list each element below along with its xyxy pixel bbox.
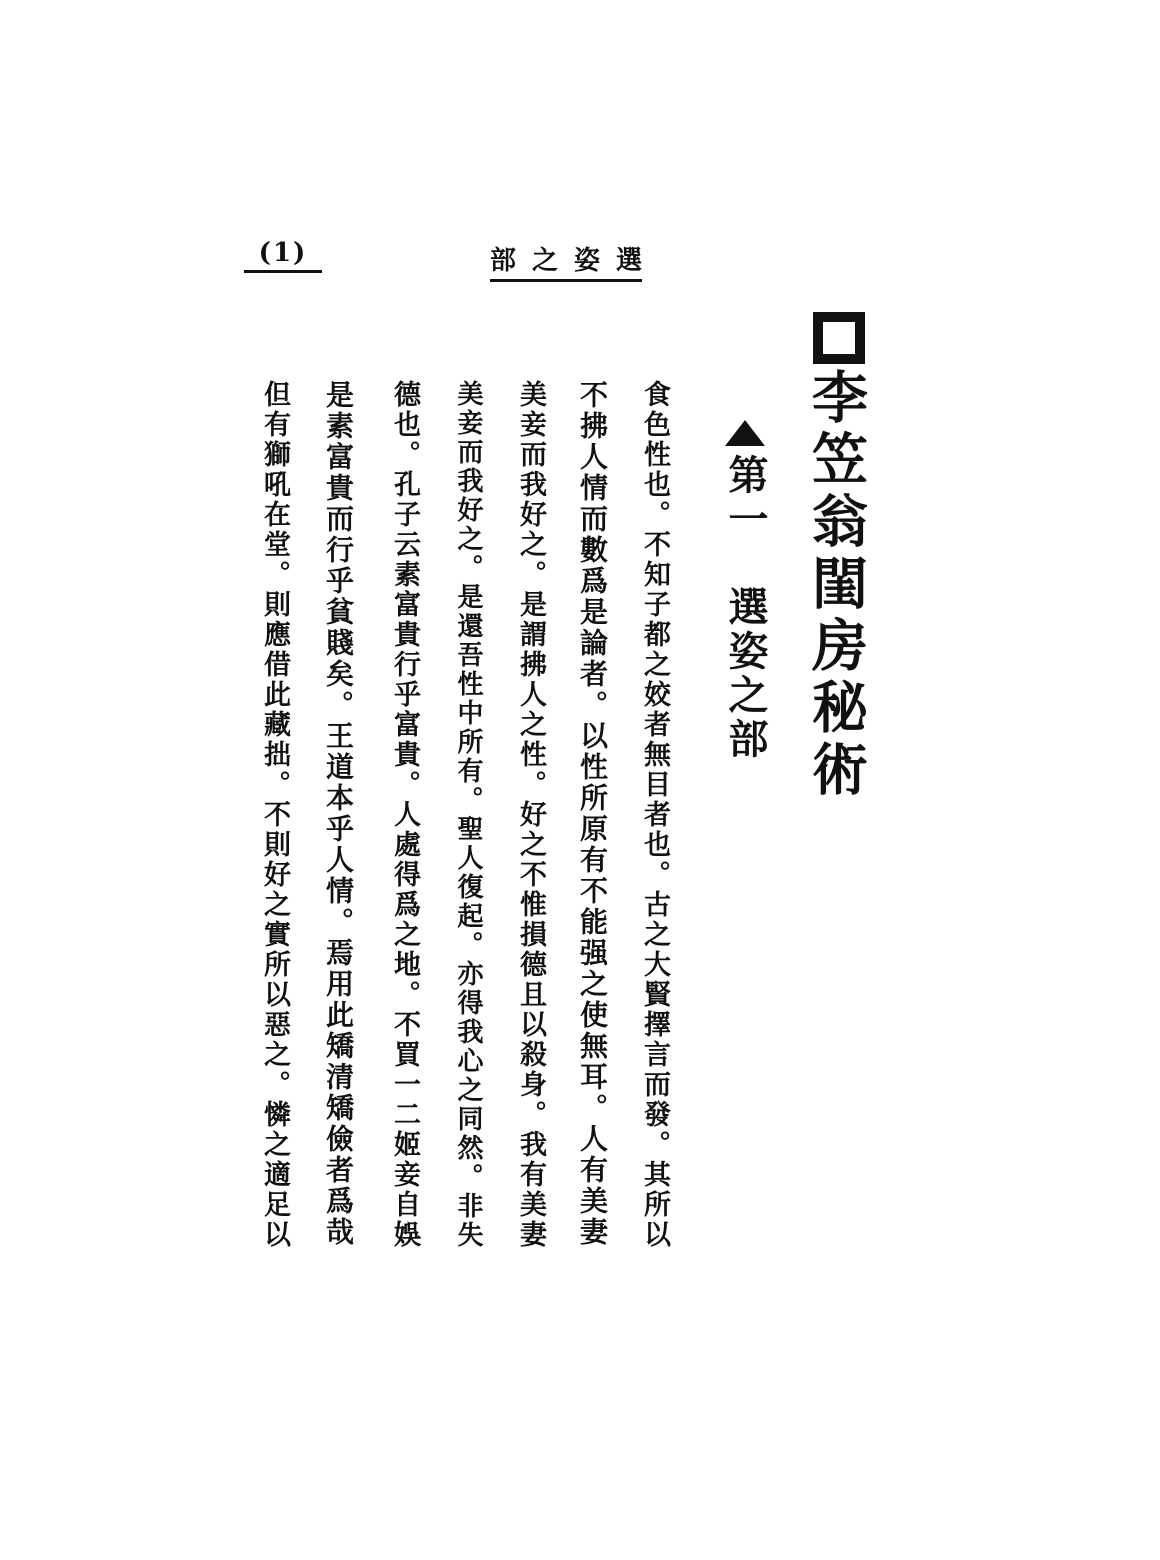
section-heading-text: 第一 選姿之部 — [722, 454, 769, 762]
text-column-4: 美妾而我好之。是還吾性中所有。聖人復起。亦得我心之同然。非失 — [453, 380, 483, 1250]
running-header — [490, 240, 642, 282]
running-header-char-2: 之 — [531, 246, 558, 276]
page-number: (1) — [244, 238, 322, 273]
text-column-5: 德也。孔子云素富貴行乎富貴。人處得爲之地。不買一二姬妾自娛 — [389, 380, 420, 1250]
triangle-icon — [725, 420, 765, 446]
text-column-1: 食色性也。不知子都之姣者無目者也。古之大賢擇言而發。其所以 — [639, 380, 670, 1250]
text-column-7: 但有獅吼在堂。則應借此藏拙。不則好之實所以惡之。憐之適足以 — [259, 380, 290, 1250]
book-title: 李笠翁閨房秘術 — [803, 368, 869, 802]
text-column-6: 是素富貴而行乎貧賤矣。王道本乎人情。焉用此矯清矯儉者爲哉 — [322, 380, 355, 1248]
text-column-2: 不拂人情而數爲是論者。以性所原有不能强之使無耳。人有美妻 — [576, 380, 609, 1248]
running-header-char-4: 選 — [615, 246, 642, 276]
text-column-3: 美妾而我好之。是謂拂人之性。好之不惟損德且以殺身。我有美妻 — [515, 380, 546, 1250]
section-heading — [720, 420, 770, 762]
running-header-char-1: 部 — [490, 246, 517, 276]
title-box-icon — [813, 312, 865, 364]
running-header-char-3: 姿 — [573, 246, 600, 276]
